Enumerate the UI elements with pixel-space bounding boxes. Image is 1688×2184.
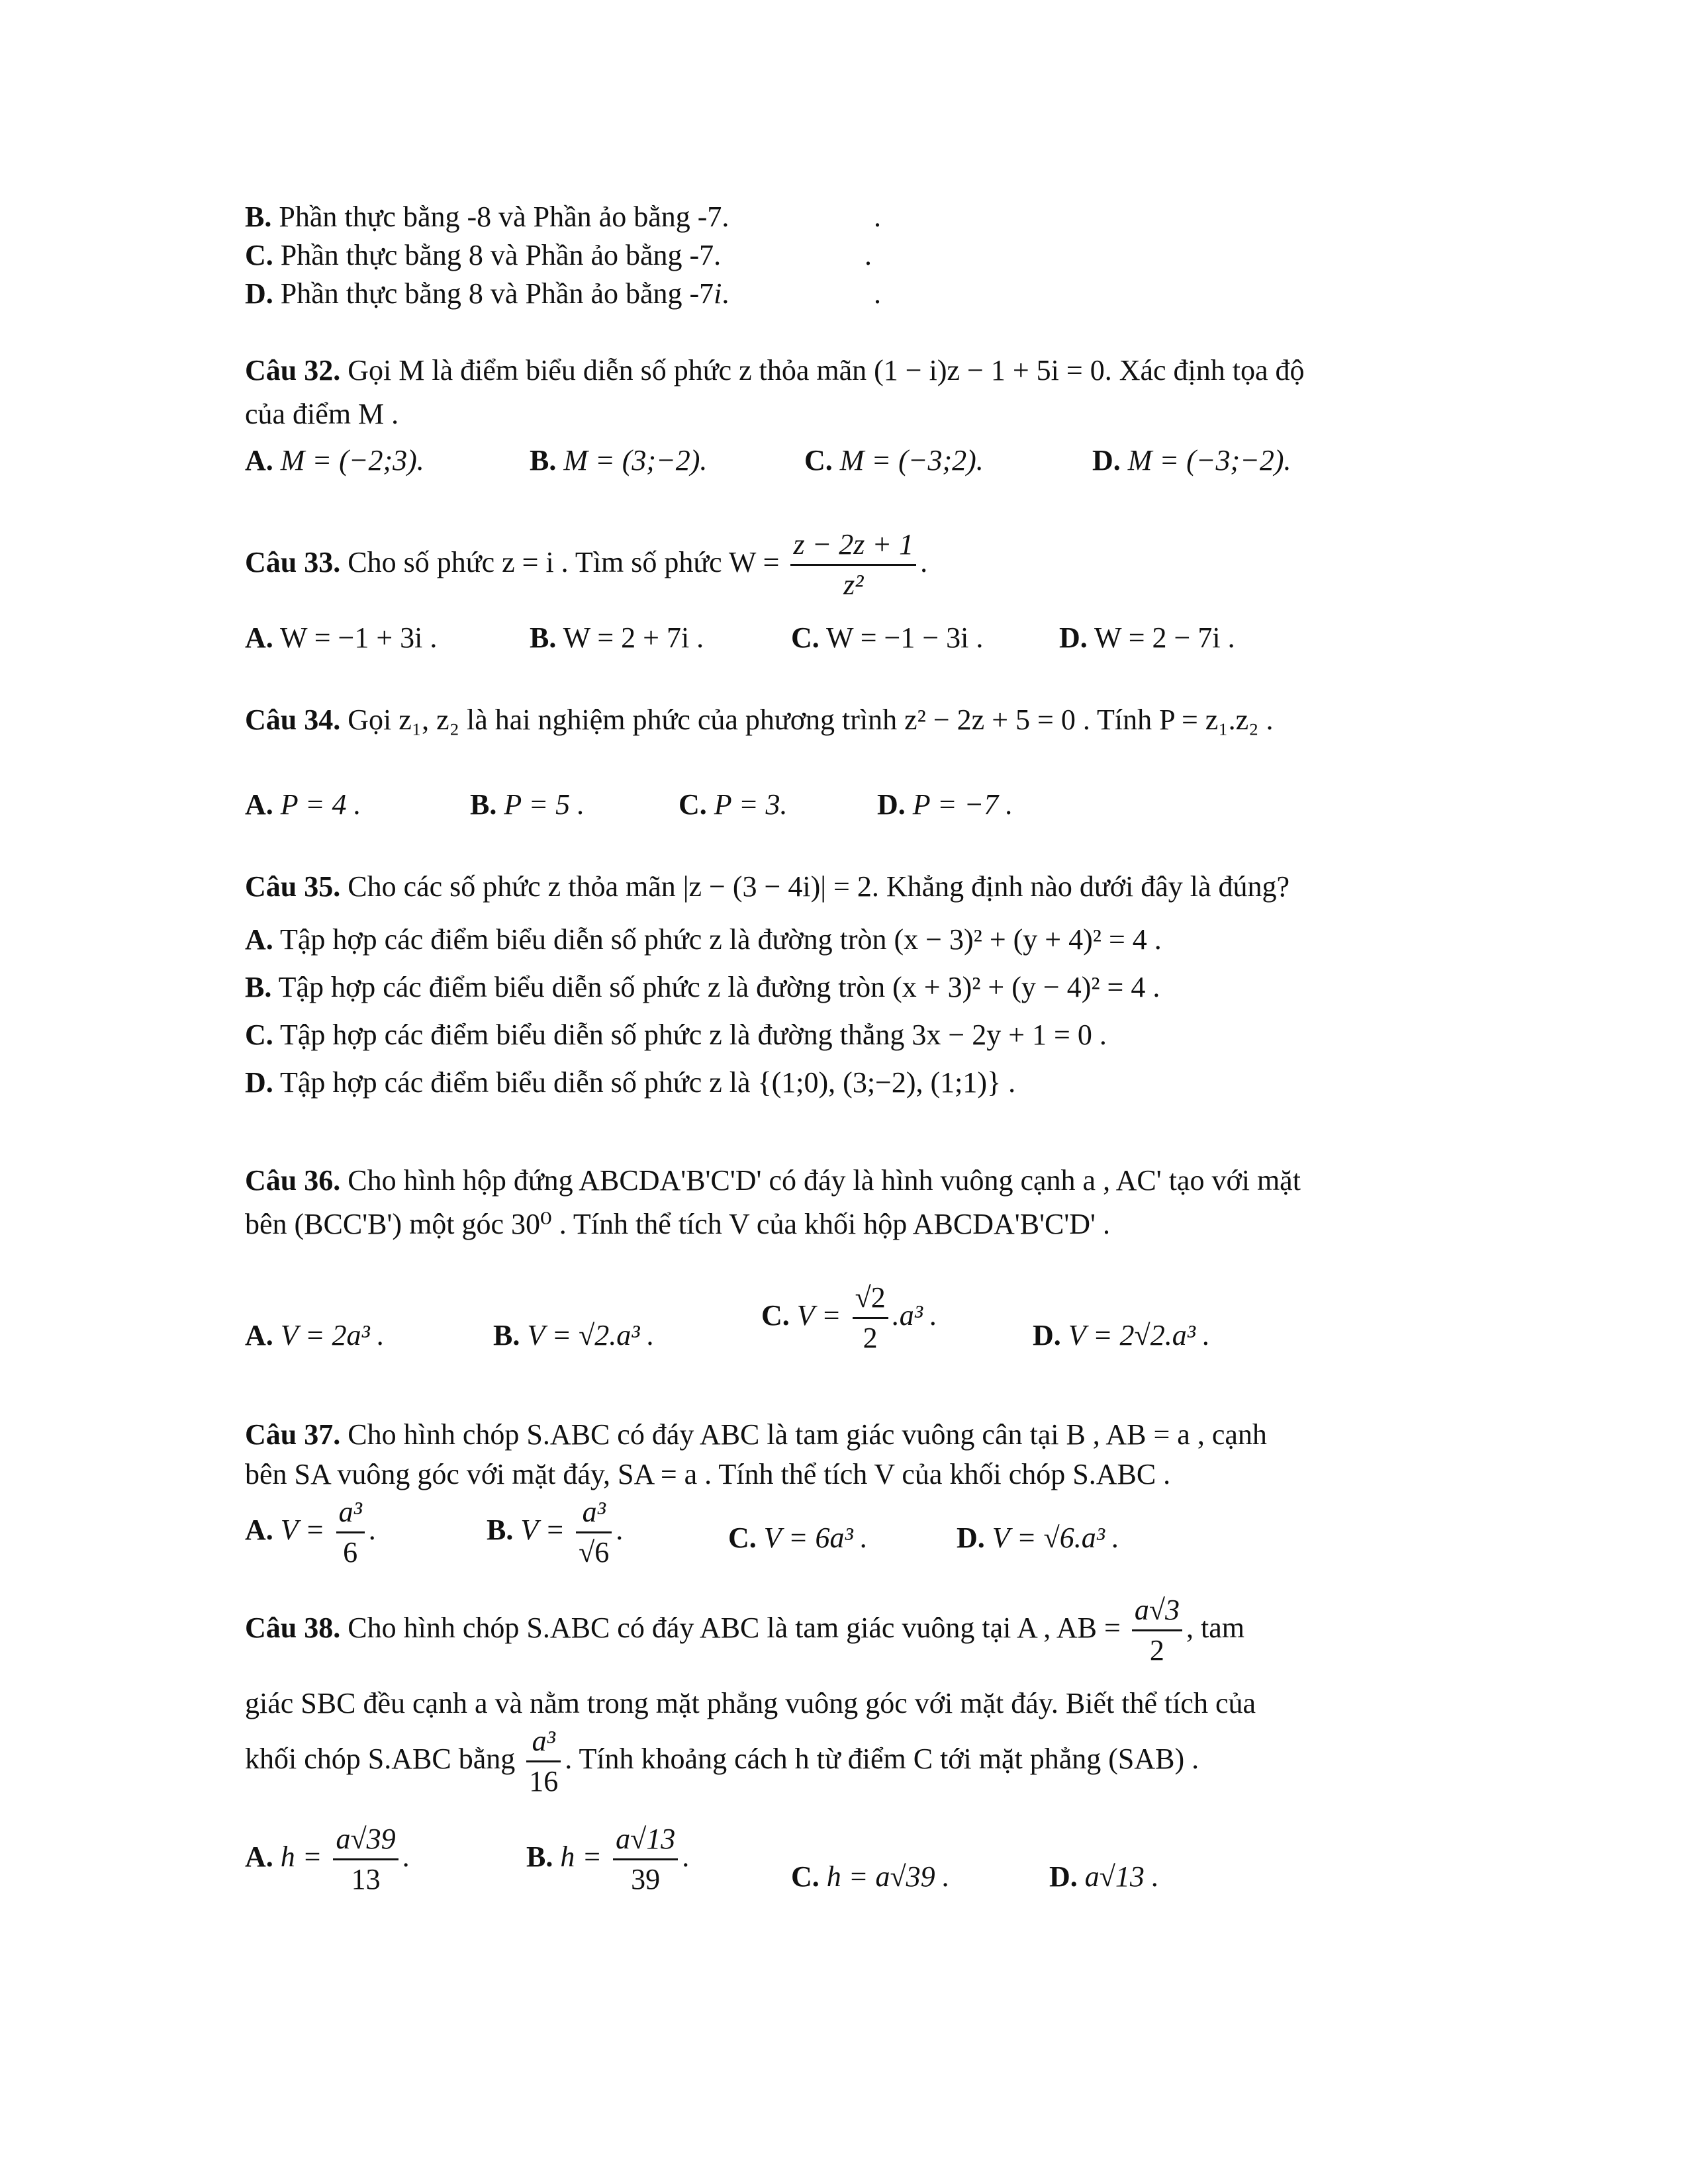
option-label: D.	[1049, 1860, 1078, 1893]
q37-option-b[interactable]	[487, 1497, 623, 1568]
option-text: Tập hợp các điểm biểu diễn số phức z là đường tròn (x + 3)² + (y − 4)² = 4 .	[278, 971, 1160, 1003]
option-text: Phần thực bằng 8 và Phần ảo bằng -7	[280, 277, 714, 310]
option-text: M = (−3;−2).	[1127, 444, 1291, 477]
stray-dot: .	[874, 277, 881, 310]
option-pre: h =	[280, 1840, 322, 1873]
fraction-denominator: z²	[843, 569, 864, 602]
option-text: W = −1 + 3i .	[280, 621, 438, 654]
fraction-numerator: √2	[853, 1283, 888, 1319]
option-fraction	[613, 1824, 678, 1895]
option-label: A.	[245, 1319, 273, 1351]
fraction-numerator: a³	[582, 1496, 606, 1528]
q38-option-b[interactable]	[526, 1824, 689, 1895]
option-label: B.	[470, 788, 497, 821]
option-text: P = 4 .	[280, 788, 361, 821]
q37-option-d[interactable]	[957, 1520, 1119, 1556]
q38-stem-line1	[245, 1595, 1244, 1666]
option-label: D.	[1059, 621, 1088, 654]
option-label: D.	[245, 277, 273, 310]
option-text: Tập hợp các điểm biểu diễn số phức z là đường tròn (x − 3)² + (y + 4)² = 4 .	[280, 923, 1162, 956]
option-text: Tập hợp các điểm biểu diễn số phức z là đường thẳng 3x − 2y + 1 = 0 .	[280, 1019, 1107, 1051]
option-label: D.	[957, 1522, 985, 1554]
question-text: Gọi z₁, z₂ là hai nghiệm phức của phương trình z² − 2z + 5 = 0 . Tính P = z₁.z₂ .	[348, 704, 1274, 736]
q34-option-d[interactable]	[877, 786, 1013, 823]
question-number: Câu 37.	[245, 1418, 341, 1451]
fraction-numerator: a³	[338, 1496, 362, 1528]
q32-stem-line2: của điểm M .	[245, 398, 399, 430]
option-label: C.	[245, 1019, 273, 1051]
option-text: V = √6.a³ .	[992, 1522, 1119, 1554]
q34-option-c[interactable]	[679, 786, 788, 823]
option-label: D.	[1092, 444, 1121, 477]
option-pre: V =	[520, 1513, 565, 1546]
q35-option-a[interactable]	[245, 921, 1162, 958]
q31-option-c	[245, 237, 721, 273]
option-text: Phần thực bằng 8 và Phần ảo bằng -7.	[280, 239, 722, 271]
q34-stem	[245, 702, 1274, 738]
q36-stem-line1	[245, 1162, 1301, 1199]
q36-option-b[interactable]	[493, 1317, 654, 1353]
option-label: C.	[761, 1298, 790, 1332]
option-fraction	[333, 1824, 398, 1895]
option-text: Tập hợp các điểm biểu diễn số phức z là {(1;0), (3;−2), (1;1)} .	[280, 1066, 1016, 1099]
question-text: Cho hình hộp đứng ABCDA'B'C'D' có đáy là hình vuông cạnh a , AC' tạo với mặt	[348, 1164, 1301, 1197]
option-pre: h =	[560, 1840, 602, 1873]
option-label: C.	[245, 239, 273, 271]
option-text: h = a√39 .	[826, 1860, 950, 1893]
option-text: W = 2 + 7i .	[563, 621, 704, 654]
question-text: Cho các số phức z thỏa mãn |z − (3 − 4i)| = 2. Khẳng định nào dưới đây là đúng?	[348, 870, 1290, 903]
option-label: A.	[245, 788, 273, 821]
ab-fraction	[1132, 1595, 1182, 1666]
fraction-numerator: a√39	[336, 1823, 396, 1855]
fraction-numerator: a√3	[1134, 1594, 1180, 1626]
option-label: B.	[530, 621, 557, 654]
q32-stem-line1	[245, 352, 1305, 388]
q34-option-b[interactable]	[470, 786, 585, 823]
q33-option-a[interactable]	[245, 619, 437, 656]
q35-option-b[interactable]	[245, 969, 1160, 1005]
q36-option-c[interactable]	[761, 1283, 937, 1353]
option-text: P = −7 .	[912, 788, 1013, 821]
q36-option-a[interactable]	[245, 1317, 385, 1353]
q31-option-d	[245, 275, 729, 312]
fraction-denominator: 2	[1149, 1634, 1164, 1667]
fraction-numerator: a√13	[616, 1823, 676, 1855]
option-text: W = 2 − 7i .	[1094, 621, 1235, 654]
option-label: C.	[728, 1522, 757, 1554]
q38-option-d[interactable]	[1049, 1858, 1159, 1895]
question-text: Cho số phức z = i . Tìm số phức W =	[348, 545, 780, 578]
option-label: A.	[245, 621, 273, 654]
option-post: .a³ .	[892, 1298, 937, 1332]
option-end: .	[722, 277, 729, 310]
q32-option-d[interactable]	[1092, 442, 1291, 478]
option-pre: V =	[796, 1298, 841, 1332]
fraction-numerator: a³	[532, 1725, 555, 1757]
question-text: Cho hình chóp S.ABC có đáy ABC là tam giác vuông cân tại B , AB = a , cạnh	[348, 1418, 1267, 1451]
question-number: Câu 38.	[245, 1611, 341, 1644]
option-text: V = √2.a³ .	[527, 1319, 655, 1351]
fraction-denominator: √6	[579, 1536, 610, 1569]
question-number: Câu 36.	[245, 1164, 341, 1197]
option-text: P = 3.	[714, 788, 788, 821]
option-label: D.	[245, 1066, 273, 1099]
fraction-numerator: z − 2z + 1	[793, 528, 914, 561]
option-label: C.	[791, 621, 820, 654]
stray-dot: .	[865, 239, 872, 271]
fraction-denominator: 2	[863, 1322, 878, 1355]
option-label: D.	[877, 788, 906, 821]
option-text: M = (−2;3).	[280, 444, 424, 477]
q32-option-b[interactable]	[530, 442, 707, 478]
option-text: V = 2√2.a³ .	[1068, 1319, 1210, 1351]
q35-option-d[interactable]	[245, 1064, 1015, 1101]
option-var: i	[714, 277, 722, 310]
q38-stem-line2: giác SBC đều cạnh a và nằm trong mặt phẳng vuông góc với mặt đáy. Biết thể tích của	[245, 1687, 1256, 1719]
option-text: a√13 .	[1084, 1860, 1159, 1893]
option-text: V = 2a³ .	[280, 1319, 385, 1351]
volume-fraction	[526, 1726, 561, 1797]
option-label: A.	[245, 1840, 273, 1873]
q32-option-a[interactable]	[245, 442, 424, 478]
option-label: D.	[1033, 1319, 1061, 1351]
q33-stem: Câu 33. Cho số phức z = i . Tìm số phức W = $\frac{z - 2z + 1}{\text{z²}}$ .	[245, 528, 928, 602]
fraction-denominator: 39	[631, 1863, 661, 1896]
q37-stem-line2: bên SA vuông góc với mặt đáy, SA = a . Tính thể tích V của khối chóp S.ABC .	[245, 1458, 1171, 1490]
option-label: C.	[791, 1860, 820, 1893]
question-text-tail: , tam	[1186, 1611, 1244, 1644]
option-fraction	[853, 1283, 888, 1353]
option-label: C.	[679, 788, 707, 821]
option-fraction	[336, 1497, 365, 1568]
q33-option-b[interactable]	[530, 619, 704, 656]
question-number: Câu 34.	[245, 704, 341, 736]
option-label: B.	[245, 971, 272, 1003]
option-label: A.	[245, 444, 273, 477]
option-fraction	[576, 1497, 612, 1568]
fraction-denominator: 13	[351, 1863, 381, 1896]
option-text: M = (−3;2).	[839, 444, 984, 477]
option-label: B.	[530, 444, 557, 477]
stray-dot: .	[874, 201, 881, 233]
q36-stem-line2: bên (BCC'B') một góc 30⁰ . Tính thể tích V của khối hộp ABCDA'B'C'D' .	[245, 1208, 1110, 1240]
option-label: B.	[526, 1840, 553, 1873]
question-number: Câu 33.	[245, 545, 341, 578]
option-label: B.	[487, 1513, 514, 1546]
option-text: W = −1 − 3i .	[826, 621, 984, 654]
option-text: Phần thực bằng -8 và Phần ảo bằng -7.	[279, 201, 729, 233]
option-text: P = 5 .	[504, 788, 585, 821]
option-label: B.	[493, 1319, 520, 1351]
q31-option-b	[245, 199, 729, 235]
q36-option-d[interactable]	[1033, 1317, 1210, 1353]
question-text-tail: . Tính khoảng cách h từ điểm C tới mặt phẳng (SAB) .	[565, 1742, 1199, 1775]
option-pre: V =	[280, 1513, 325, 1546]
question-number: Câu 35.	[245, 870, 341, 903]
option-post: .	[368, 1513, 376, 1546]
option-post: .	[682, 1840, 690, 1873]
w-fraction	[790, 529, 916, 600]
q33-option-d[interactable]	[1059, 619, 1235, 656]
option-label: B.	[245, 201, 272, 233]
fraction-denominator: 16	[529, 1765, 559, 1798]
option-text: V = 6a³ .	[763, 1522, 868, 1554]
q38-stem-line3	[245, 1726, 1199, 1797]
q34-option-a[interactable]	[245, 786, 361, 823]
q33-option-c[interactable]	[791, 619, 983, 656]
q38-option-c[interactable]	[791, 1858, 950, 1895]
option-label: A.	[245, 923, 273, 956]
option-post: .	[402, 1840, 410, 1873]
question-text: Gọi M là điểm biểu diễn số phức z thỏa mãn (1 − i)z − 1 + 5i = 0. Xác định tọa độ	[348, 354, 1305, 387]
option-label: A.	[245, 1513, 273, 1546]
fraction-denominator: 6	[343, 1536, 358, 1569]
option-post: .	[616, 1513, 624, 1546]
q35-option-c[interactable]	[245, 1017, 1107, 1053]
question-number: Câu 32.	[245, 354, 341, 387]
q37-option-c[interactable]	[728, 1520, 868, 1556]
question-text: khối chóp S.ABC bằng	[245, 1742, 516, 1775]
q38-option-a[interactable]	[245, 1824, 410, 1895]
q37-option-a[interactable]	[245, 1497, 376, 1568]
q32-option-c[interactable]	[804, 442, 984, 478]
option-text: M = (3;−2).	[563, 444, 708, 477]
q37-stem-line1	[245, 1416, 1267, 1453]
option-label: C.	[804, 444, 833, 477]
question-text: Cho hình chóp S.ABC có đáy ABC là tam giác vuông tại A , AB =	[348, 1611, 1121, 1644]
q35-stem	[245, 868, 1289, 905]
